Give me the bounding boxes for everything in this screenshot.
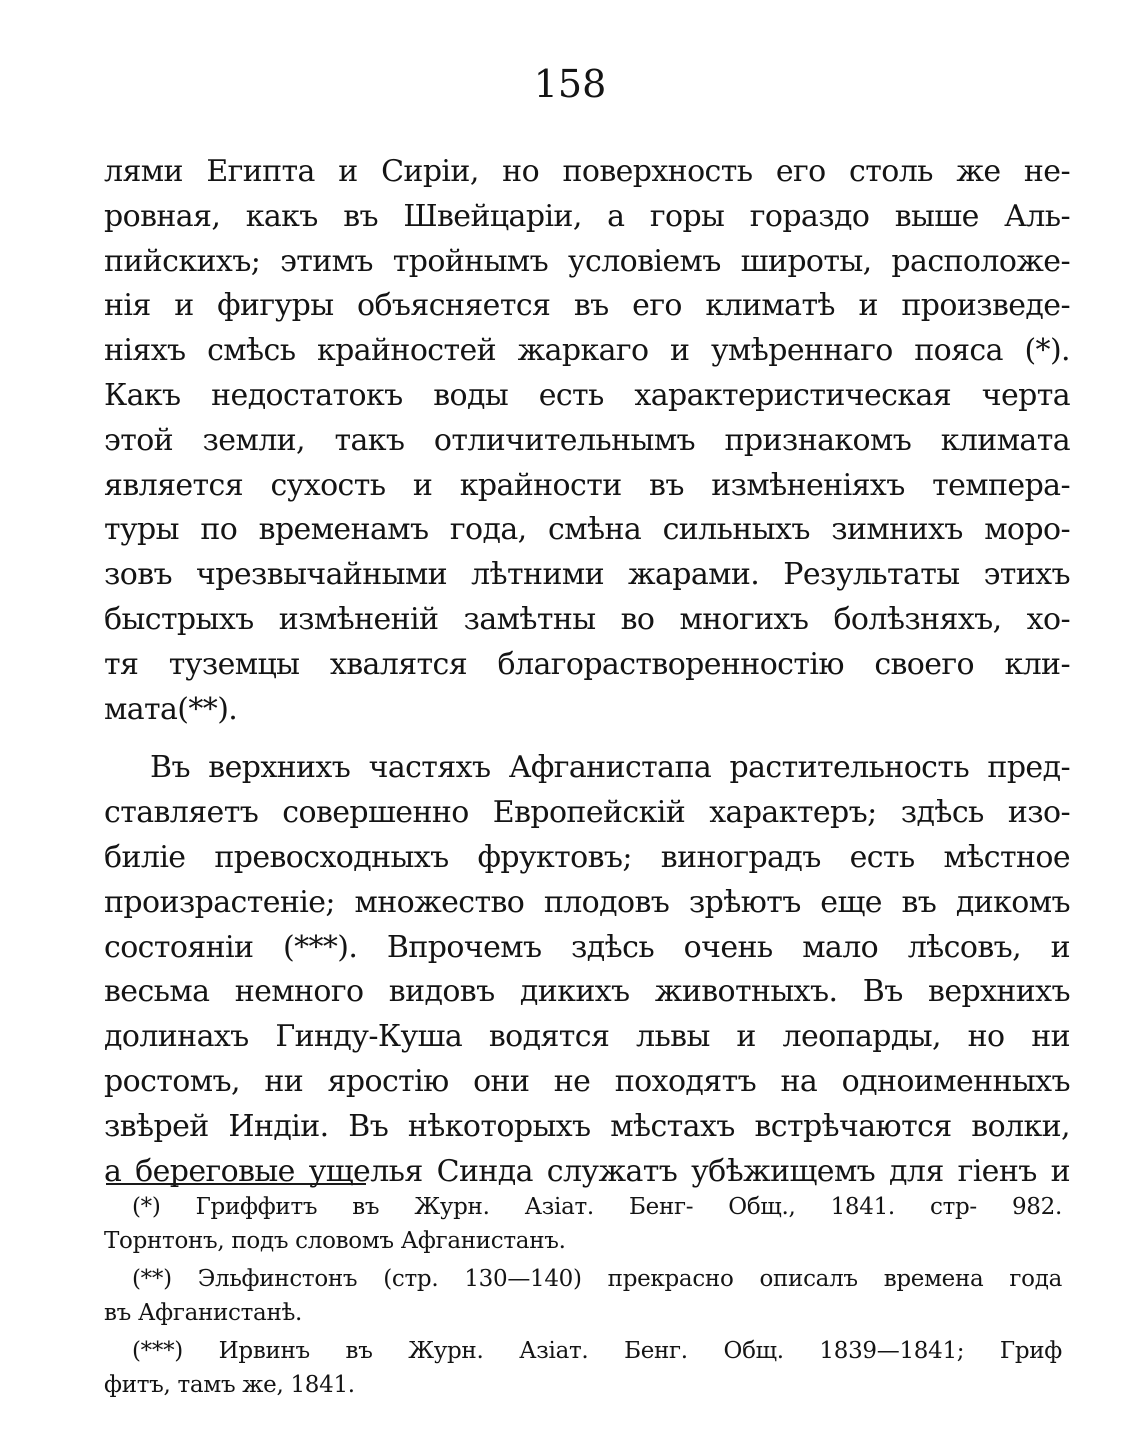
page-number: 158 <box>533 62 607 106</box>
text-line: лями Египта и Сиріи, но поверхность его столь же не- <box>104 154 1070 189</box>
footnotes <box>104 1190 1062 1402</box>
footnote-line: (***) Ирвинъ въ Журн. Азіат. Бенг. Общ. 1839—1841; Гриф <box>132 1338 1062 1364</box>
text-line: Въ верхнихъ частяхъ Афганистапа растительность пред- <box>150 750 1070 786</box>
text-line: произрастеніе; множество плодовъ зрѣютъ еще въ дикомъ <box>104 884 1070 920</box>
text-line: ніяхъ смѣсь крайностей жаркаго и умѣреннаго пояса (*). <box>104 333 1070 369</box>
footnote-line: Торнтонъ, подъ словомъ Афганистанъ. <box>104 1228 566 1254</box>
text-line: весьма немного видовъ дикихъ животныхъ. Въ верхнихъ <box>104 974 1070 1010</box>
footnote-2 <box>104 1262 1062 1330</box>
body-text <box>104 150 1070 1194</box>
footnote-line: (*) Гриффитъ въ Журн. Азіат. Бенг- Общ., 1841. стр- 982. <box>132 1194 1062 1220</box>
text-line: является сухость и крайности въ измѣненіяхъ темпера- <box>104 467 1070 503</box>
text-line: пийскихъ; этимъ тройнымъ условіемъ широты, расположе- <box>104 243 1070 279</box>
text-line: биліе превосходныхъ фруктовъ; виноградъ есть мѣстное <box>104 839 1070 875</box>
text-line: мата(**). <box>104 691 238 727</box>
footnote-3 <box>104 1334 1062 1402</box>
text-line: зовъ чрезвычайными лѣтними жарами. Результаты этихъ <box>104 557 1070 593</box>
footnote-line: фитъ, тамъ же, 1841. <box>104 1372 355 1398</box>
text-line: ставляетъ совершенно Европейскій характеръ; здѣсь изо- <box>104 795 1070 831</box>
text-line: тя туземцы хвалятся благорастворенностію своего кли- <box>104 646 1070 682</box>
text-line: Какъ недостатокъ воды есть характеристическая черта <box>104 377 1070 413</box>
paragraph-spacer <box>104 732 1070 746</box>
text-line: а береговые ущелья Синда служатъ убѣжищемъ для гіенъ и <box>104 1153 1070 1189</box>
text-line: звѣрей Индіи. Въ нѣкоторыхъ мѣстахъ встрѣчаются волки, <box>104 1108 1070 1144</box>
paragraph-2 <box>104 746 1070 1194</box>
footnote-line: (**) Эльфинстонъ (стр. 130—140) прекрасно описалъ времена года <box>132 1266 1062 1292</box>
footnote-line: въ Афганистанѣ. <box>104 1300 303 1326</box>
footnote-divider <box>106 1183 366 1185</box>
text-line: долинахъ Гинду-Куша водятся львы и леопарды, но ни <box>104 1019 1070 1055</box>
text-line: туры по временамъ года, смѣна сильныхъ зимнихъ моро- <box>104 512 1070 548</box>
text-line: этой земли, такъ отличительнымъ признакомъ климата <box>104 422 1070 458</box>
text-line: состояніи (***). Впрочемъ здѣсь очень мало лѣсовъ, и <box>104 929 1070 965</box>
text-line: быстрыхъ измѣненій замѣтны во многихъ болѣзняхъ, хо- <box>104 601 1070 637</box>
text-line: нія и фигуры объясняется въ его климатѣ и произведе- <box>104 288 1070 324</box>
text-line: ровная, какъ въ Швейцаріи, а горы гораздо выше Аль- <box>104 198 1070 234</box>
footnote-1 <box>104 1190 1062 1258</box>
paragraph-1 <box>104 150 1070 732</box>
text-line: ростомъ, ни яростію они не походятъ на одноименныхъ <box>104 1063 1070 1099</box>
